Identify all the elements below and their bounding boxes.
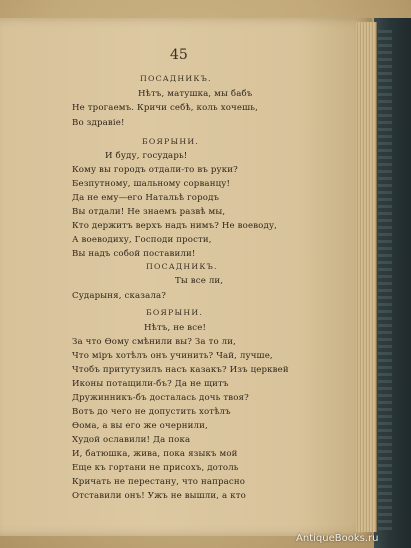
verse-line: Нѣтъ, матушка, мы бабъ xyxy=(138,89,253,99)
cover-texture xyxy=(378,30,392,530)
verse-line: Ты все ли, xyxy=(175,276,224,286)
page-edges xyxy=(356,22,377,532)
verse-line: Вы надъ собой поставили! xyxy=(72,249,196,259)
verse-line: Еще къ гортани не присохъ, дотоль xyxy=(72,463,239,473)
verse-line: Худой ославили! Да пока xyxy=(72,435,191,445)
verse-line: Кто держитъ верхъ надъ нимъ? Не воеводу, xyxy=(72,221,278,231)
page-number: 45 xyxy=(170,47,188,63)
verse-line: Иконы потащили-бъ? Да не щитъ xyxy=(72,379,229,389)
verse-line: И буду, государь! xyxy=(105,151,188,161)
verse-line: Дружинникъ-бъ досталась дочь твоя? xyxy=(72,393,249,403)
verse-line: Кому вы городъ отдали-то въ руки? xyxy=(72,165,238,175)
speaker-label: ПОСАДНИКЪ. xyxy=(140,74,212,83)
site-watermark: AntiqueBooks.ru xyxy=(296,533,379,544)
speaker-label: БОЯРЫНИ. xyxy=(142,137,200,146)
verse-line: Вотъ до чего не допустить хотѣлъ xyxy=(72,407,231,417)
verse-line: Кричать не перестану, что напрасно xyxy=(72,477,246,487)
verse-line: Нѣтъ, не все! xyxy=(144,323,207,333)
verse-line: Ѳома, а вы его же очернили, xyxy=(72,421,208,431)
verse-line: А воеводиху, Господи прости, xyxy=(72,235,212,245)
verse-line: Да не ему—его Натальѣ городъ xyxy=(72,193,220,203)
speaker-label: БОЯРЫНИ. xyxy=(146,308,204,317)
speaker-label: ПОСАДНИКЪ. xyxy=(146,262,218,271)
verse-line: Не трогаемъ. Кричи себѣ, коль хочешь, xyxy=(72,103,258,113)
verse-line: И, батюшка, жива, пока языкъ мой xyxy=(72,449,238,459)
verse-line: Во здравіе! xyxy=(72,118,125,128)
verse-line: Безпутному, шальному сорванцу! xyxy=(72,179,231,189)
verse-line: Отставили онъ! Ужъ не вышли, а кто xyxy=(72,491,246,501)
verse-line: Вы отдали! Не знаемъ развѣ мы, xyxy=(72,207,226,217)
verse-line: За что Ѳому смѣнили вы? За то ли, xyxy=(72,337,237,347)
verse-line: Сударыня, сказала? xyxy=(72,291,167,301)
verse-line: Что міръ хотѣлъ онъ учинить? Чай, лучше, xyxy=(72,351,273,361)
verse-line: Чтобъ притутузилъ насъ казакъ? Изъ церквей xyxy=(72,365,289,375)
